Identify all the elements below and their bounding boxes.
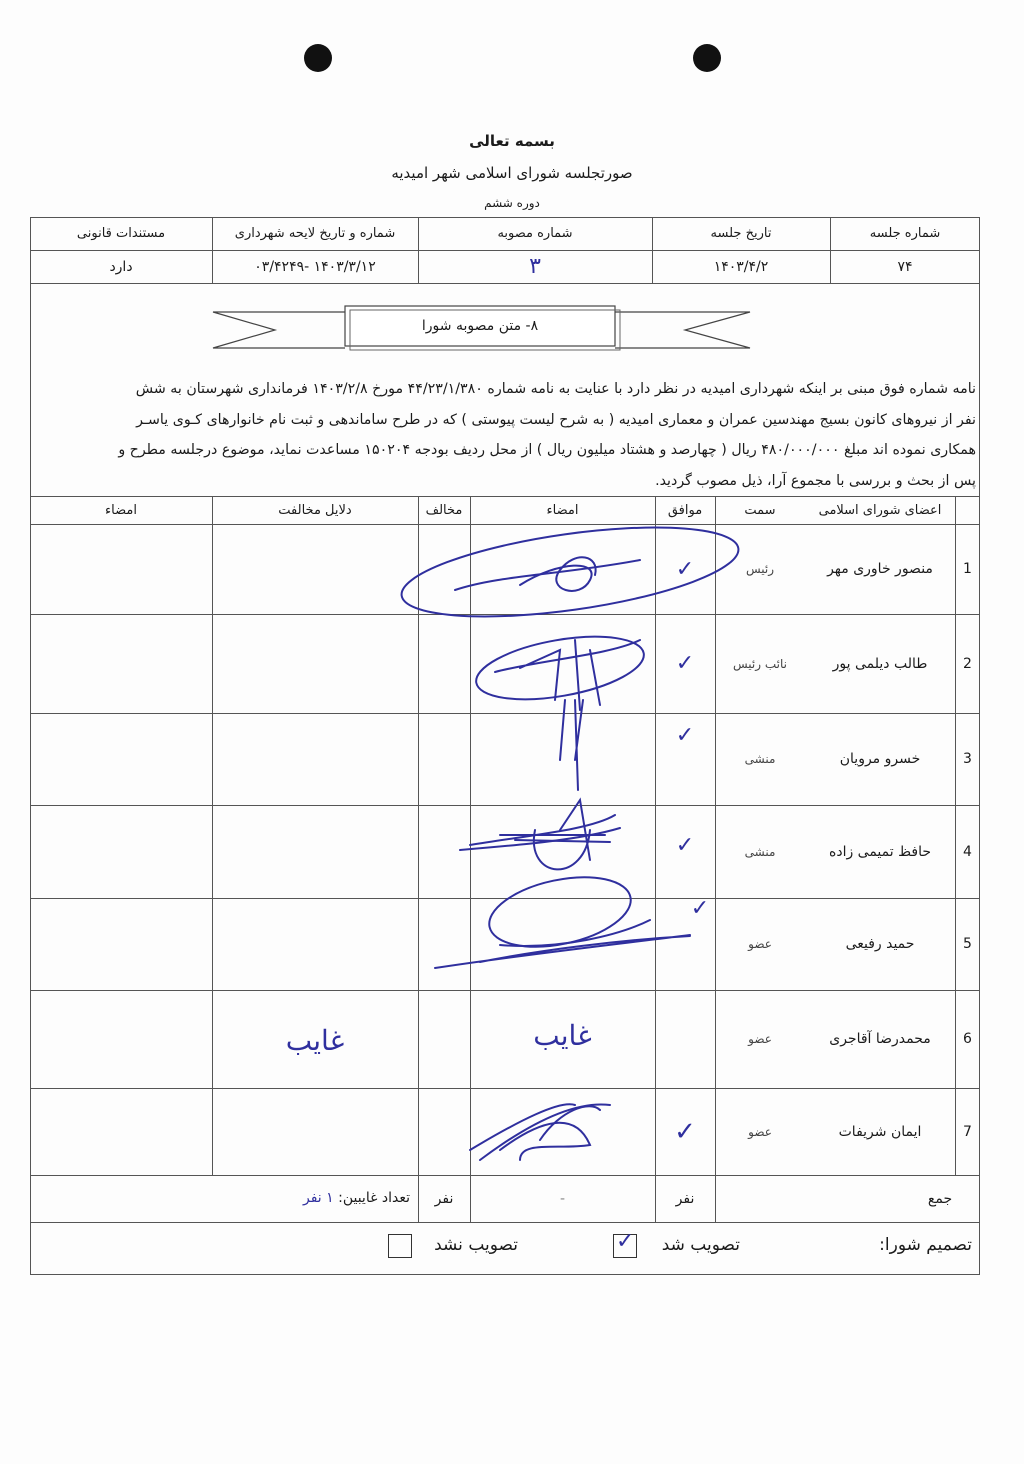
signature-2 xyxy=(471,626,648,790)
header-oppose: مخالف xyxy=(425,502,463,518)
signature-1 xyxy=(396,511,743,634)
signature-7 xyxy=(470,1104,610,1160)
not-approved-label: تصویب نشد xyxy=(434,1235,518,1255)
sum-label: جمع xyxy=(927,1190,953,1207)
signature-5 xyxy=(435,866,690,968)
header-agree: موافق xyxy=(667,502,703,518)
row-number: 6 xyxy=(963,1031,972,1047)
decision-label: تصمیم شورا: xyxy=(879,1235,972,1255)
member-role: عضو xyxy=(748,937,772,951)
header-resolution-number: شماره مصوبه xyxy=(497,226,573,241)
agree-check: ✓ xyxy=(674,1116,696,1147)
resolution-line-3: همکاری نموده اند مبلغ ۴۸۰/۰۰۰/۰۰۰ ریال ( چهارصد و هشتاد میلیون ریال ) از محل ردیف بودجه ۱۵۰۲۰۴ مساعدت نماید، موضوع درجلسه مطرح و xyxy=(118,442,976,458)
header-signature-2: امضاء xyxy=(105,502,137,518)
resolution-line-4: پس از بحث و بررسی با مجموع آرا، ذیل مصوب گردید. xyxy=(655,472,976,489)
member-name: طالب دیلمی پور xyxy=(832,655,928,672)
member-role: منشی xyxy=(744,844,776,859)
absent-signature-note: غایب xyxy=(533,1018,592,1052)
resolution-line-2: نفر از نیروهای کانون بسیج مهندسین عمران و معماری امیدیه ( به شرح لیست پیوستی ) که در طرح ساماندهی و ثبت نام خانوارهای کـوی یاسـر xyxy=(136,411,976,428)
agree-check: ✓ xyxy=(690,895,710,921)
approved-label: تصویب شد xyxy=(661,1235,740,1255)
row-number: 7 xyxy=(963,1123,972,1140)
header-signature: امضاء xyxy=(546,502,579,518)
row-number: 5 xyxy=(963,936,972,952)
doc-period: دوره ششم xyxy=(484,196,540,210)
row-number: 1 xyxy=(963,561,972,577)
agree-check: ✓ xyxy=(675,832,695,858)
member-role: منشی xyxy=(744,752,776,766)
approved-checkbox[interactable] xyxy=(613,1229,637,1258)
value-session-date: ۱۴۰۳/۴/۲ xyxy=(713,258,769,275)
row-number: 4 xyxy=(963,843,972,860)
section-label: ۸- متن مصوبه شورا xyxy=(421,318,539,334)
member-role: عضو xyxy=(748,1032,772,1046)
absent-value: ۱ نفر xyxy=(302,1190,334,1206)
signature-4 xyxy=(460,800,620,869)
absent-reason-note: غایب xyxy=(285,1023,345,1057)
agree-unit: نفر xyxy=(675,1190,695,1207)
absent-label: تعداد غایبین: xyxy=(338,1190,410,1206)
not-approved-checkbox[interactable] xyxy=(388,1234,412,1258)
header-legal-docs: مستندات قانونی xyxy=(76,226,166,241)
member-name: حمید رفیعی xyxy=(845,936,915,952)
header-session-date: تاریخ جلسه xyxy=(710,226,772,241)
agree-check: ✓ xyxy=(675,722,695,748)
header-reasons: دلایل مخالفت xyxy=(278,502,352,518)
header-session-number: شماره جلسه xyxy=(869,226,941,241)
header-role: سمت xyxy=(744,502,776,518)
member-name: منصور خاوری مهر xyxy=(827,561,933,577)
oppose-unit: نفر xyxy=(434,1190,454,1207)
header-bill-number-date: شماره و تاریخ لایحه شهرداری xyxy=(234,226,396,241)
value-resolution-number: ۳ xyxy=(529,254,541,279)
agree-check: ✓ xyxy=(675,556,695,582)
value-legal-docs: دارد xyxy=(109,258,133,275)
header-members: اعضای شورای اسلامی xyxy=(818,502,942,518)
member-role: نائب رئیس xyxy=(733,656,787,671)
doc-heading: بسمه تعالی xyxy=(469,132,555,150)
resolution-line-1: نامه شماره فوق مبنی بر اینکه شهرداری امیدیه در نظر دارد با عنایت به نامه شماره ۴۴/۲۳/۱/۳۸۰ مورخ ۱۴۰۳/۲/۸ فرمانداری شهرستان به شش xyxy=(135,381,976,397)
member-name: خسرو مرویان xyxy=(839,751,921,767)
agree-check: ✓ xyxy=(675,651,695,676)
row-number: 2 xyxy=(963,655,972,672)
member-role: رئیس xyxy=(745,562,775,576)
sum-dash: - xyxy=(559,1190,566,1207)
value-bill-number-date: ۱۴۰۳/۳/۱۲ -۰۳/۴۲۴۹ xyxy=(254,258,376,275)
member-name: حافظ تمیمی زاده xyxy=(829,843,931,860)
approved-check-icon: ✓ xyxy=(616,1229,635,1254)
member-name: ایمان شریفات xyxy=(838,1123,922,1140)
member-role: عضو xyxy=(748,1124,772,1139)
doc-subtitle: صورتجلسه شورای اسلامی شهر امیدیه xyxy=(391,164,633,182)
absent-count xyxy=(230,1190,410,1206)
row-number: 3 xyxy=(963,751,972,767)
member-name: محمدرضا آقاجری xyxy=(829,1031,931,1047)
value-session-number: ۷۴ xyxy=(897,258,913,275)
